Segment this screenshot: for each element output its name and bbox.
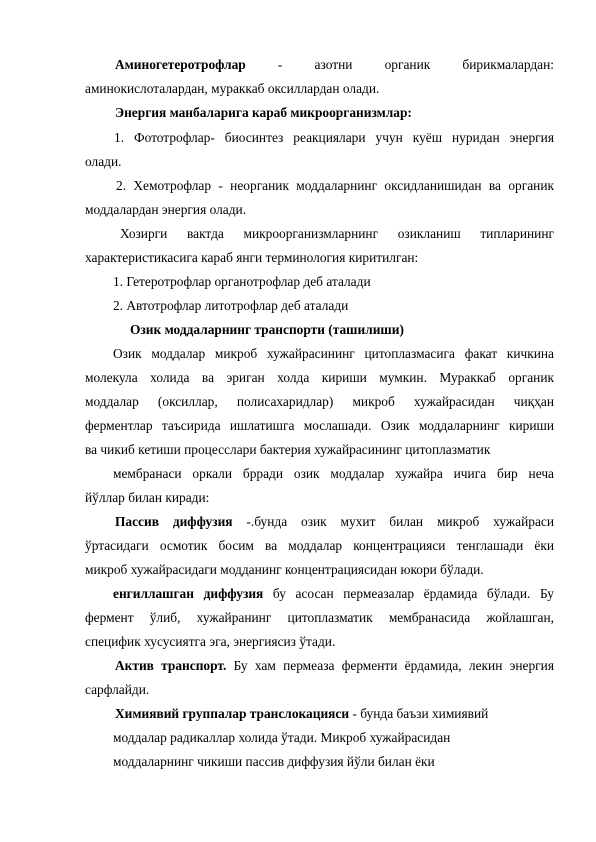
text-line-2: аминокислоталардан, мураккаб оксиллардан олади. [85, 81, 380, 96]
text-line-14: молекула холида ва эриган холда кириши мумкин. Мураккаб органик [85, 370, 554, 385]
text-line-5: олади. [85, 154, 122, 169]
text-line-11: 2. Автотрофлар литотрофлар деб аталади [113, 298, 349, 313]
text-line-6: 2. Хемотрофлар - неорганик моддаларнинг оксидланишидан ва органик [116, 178, 554, 193]
text-line-8: Хозирги вактда микроорганизмларнинг озикланиш типларининг [120, 226, 554, 241]
text-line-10: 1. Гетеротрофлар органотрофлар деб аталади [113, 274, 371, 289]
text-line-22: микроб хужайрасидаги модданинг концентрациясидан юкори бўлади. [85, 562, 484, 577]
text-line-7: моддалардан энергия олади. [85, 202, 247, 217]
text-line-23: енгиллашган диффузия бу асосан пермеазалар ёрдамида бўлади. Бу [113, 586, 555, 601]
term-passive-diffusion: Пассив диффузия [115, 514, 233, 529]
text-line-28: Химиявий группалар транслокацияси - бунда баъзи химиявий [115, 706, 489, 721]
text-line-24: фермент ўлиб, хужайранинг цитоплазматик мембранасида жойлашган, [85, 610, 554, 625]
text-line-27: сарфлайди. [85, 682, 150, 697]
text-line-18: мембранаси оркали брради озик моддалар хужайра ичига бир неча [113, 466, 554, 481]
text-line-26: Актив транспорт. Бу хам пермеаза ферменти ёрдамида, лекин энергия [115, 658, 554, 673]
text-line-30: моддаларнинг чикиши пассив диффузия йўли билан ёки [113, 754, 435, 769]
text-line-25: специфик хусусиятга эга, энергиясиз ўтади. [85, 634, 336, 649]
text-line-13: Озик моддалар микроб хужайрасининг цитоплазмасига факат кичкина [113, 346, 554, 361]
text-line-15: моддалар (оксиллар, полисахаридлар) микроб хужайрасидан чиқҳан [85, 394, 554, 409]
text-line-17: ва чикиб кетиши процесслари бактерия хужайрасининг цитоплазматик [85, 442, 491, 457]
term-group-translocation: Химиявий группалар транслокацияси [115, 706, 350, 721]
text-line-29: моддалар радикаллар холида ўтади. Микроб хужайрасидан [113, 730, 451, 745]
heading-energy-sources: Энергия манбаларига караб микроорганизмлар: [115, 105, 412, 120]
text-line-4: 1. Фототрофлар- биосинтез реакциялари учун куёш нуридан энергия [114, 130, 554, 145]
text-line-16: ферментлар таъсирида ишлатишга мослашади. Озик моддаларнинг кириши [85, 418, 554, 433]
text-line-21: ўртасидаги осмотик босим ва моддалар концентрацияси тенглашади ёки [85, 538, 554, 553]
text-line-1: Аминогетеротрофлар - азотни органик бирикмалардан: [115, 57, 554, 72]
term-active-transport: Актив транспорт. [115, 658, 227, 673]
term-facilitated-diffusion: енгиллашган диффузия [113, 586, 264, 601]
heading-nutrient-transport: Озик моддаларнинг транспорти (ташилиши) [130, 322, 404, 337]
text-line-20: Пассив диффузия -.бунда озик мухит билан микроб хужайраси [115, 514, 554, 529]
term-aminoheterotrophs: Аминогетеротрофлар [115, 57, 246, 72]
text-line-9: характеристикасига караб янги терминология киритилган: [85, 250, 419, 265]
text-line-19: йўллар билан киради: [85, 490, 210, 505]
